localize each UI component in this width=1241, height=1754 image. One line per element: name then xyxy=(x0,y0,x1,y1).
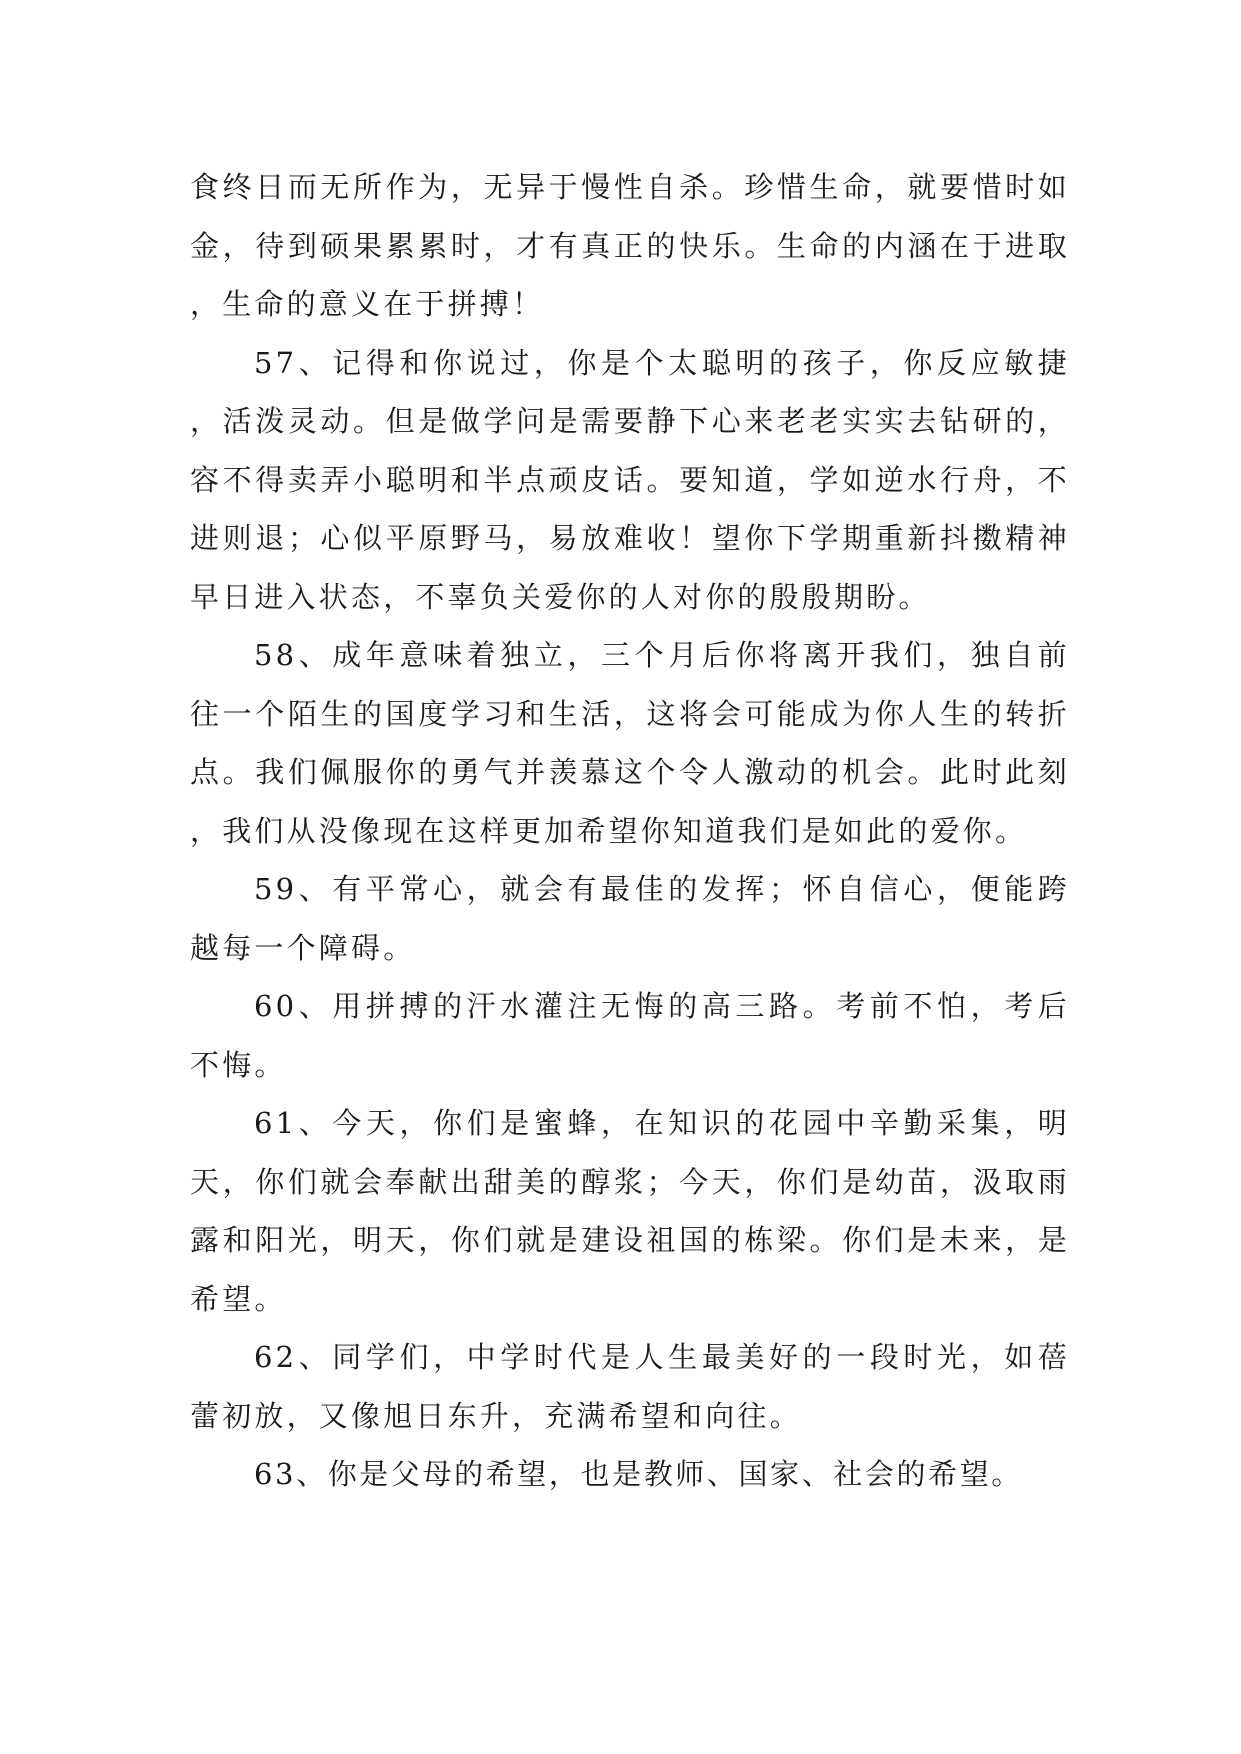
paragraph-62: 62、同学们，中学时代是人生最美好的一段时光，如蓓蕾初放，又像旭日东升，充满希望和向往。 xyxy=(190,1340,1070,1433)
paragraph-58: 58、成年意味着独立，三个月后你将离开我们，独自前往一个陌生的国度学习和生活，这将会可能成为你人生的转折点。我们佩服你的勇气并羡慕这个令人激动的机会。此时此刻，我们从没像现在这样更加希望你知道我们是如此的爱你。 xyxy=(190,638,1070,848)
paragraph-59: 59、有平常心，就会有最佳的发挥；怀自信心，便能跨越每一个障碍。 xyxy=(190,872,1070,965)
paragraph-63: 63、你是父母的希望，也是教师、国家、社会的希望。 xyxy=(254,1457,1023,1491)
paragraph-60: 60、用拼搏的汗水灌注无悔的高三路。考前不怕，考后不悔。 xyxy=(190,989,1070,1082)
paragraph-61: 61、今天，你们是蜜蜂，在知识的花园中辛勤采集，明天，你们就会奉献出甜美的醇浆；今天，你们是幼苗，汲取雨露和阳光，明天，你们就是建设祖国的栋梁。你们是未来，是希望。 xyxy=(190,1106,1070,1316)
paragraph-continued: 食终日而无所作为，无异于慢性自杀。珍惜生命，就要惜时如金，待到硕果累累时，才有真正的快乐。生命的内涵在于进取，生命的意义在于拼搏！ xyxy=(190,170,1070,321)
document-body xyxy=(190,158,1070,1504)
paragraph-57: 57、记得和你说过，你是个太聪明的孩子，你反应敏捷，活泼灵动。但是做学问是需要静下心来老老实实去钻研的，容不得卖弄小聪明和半点顽皮话。要知道，学如逆水行舟，不进则退；心似平原野马，易放难收！望你下学期重新抖擞精神早日进入状态，不辜负关爱你的人对你的殷殷期盼。 xyxy=(190,345,1070,614)
